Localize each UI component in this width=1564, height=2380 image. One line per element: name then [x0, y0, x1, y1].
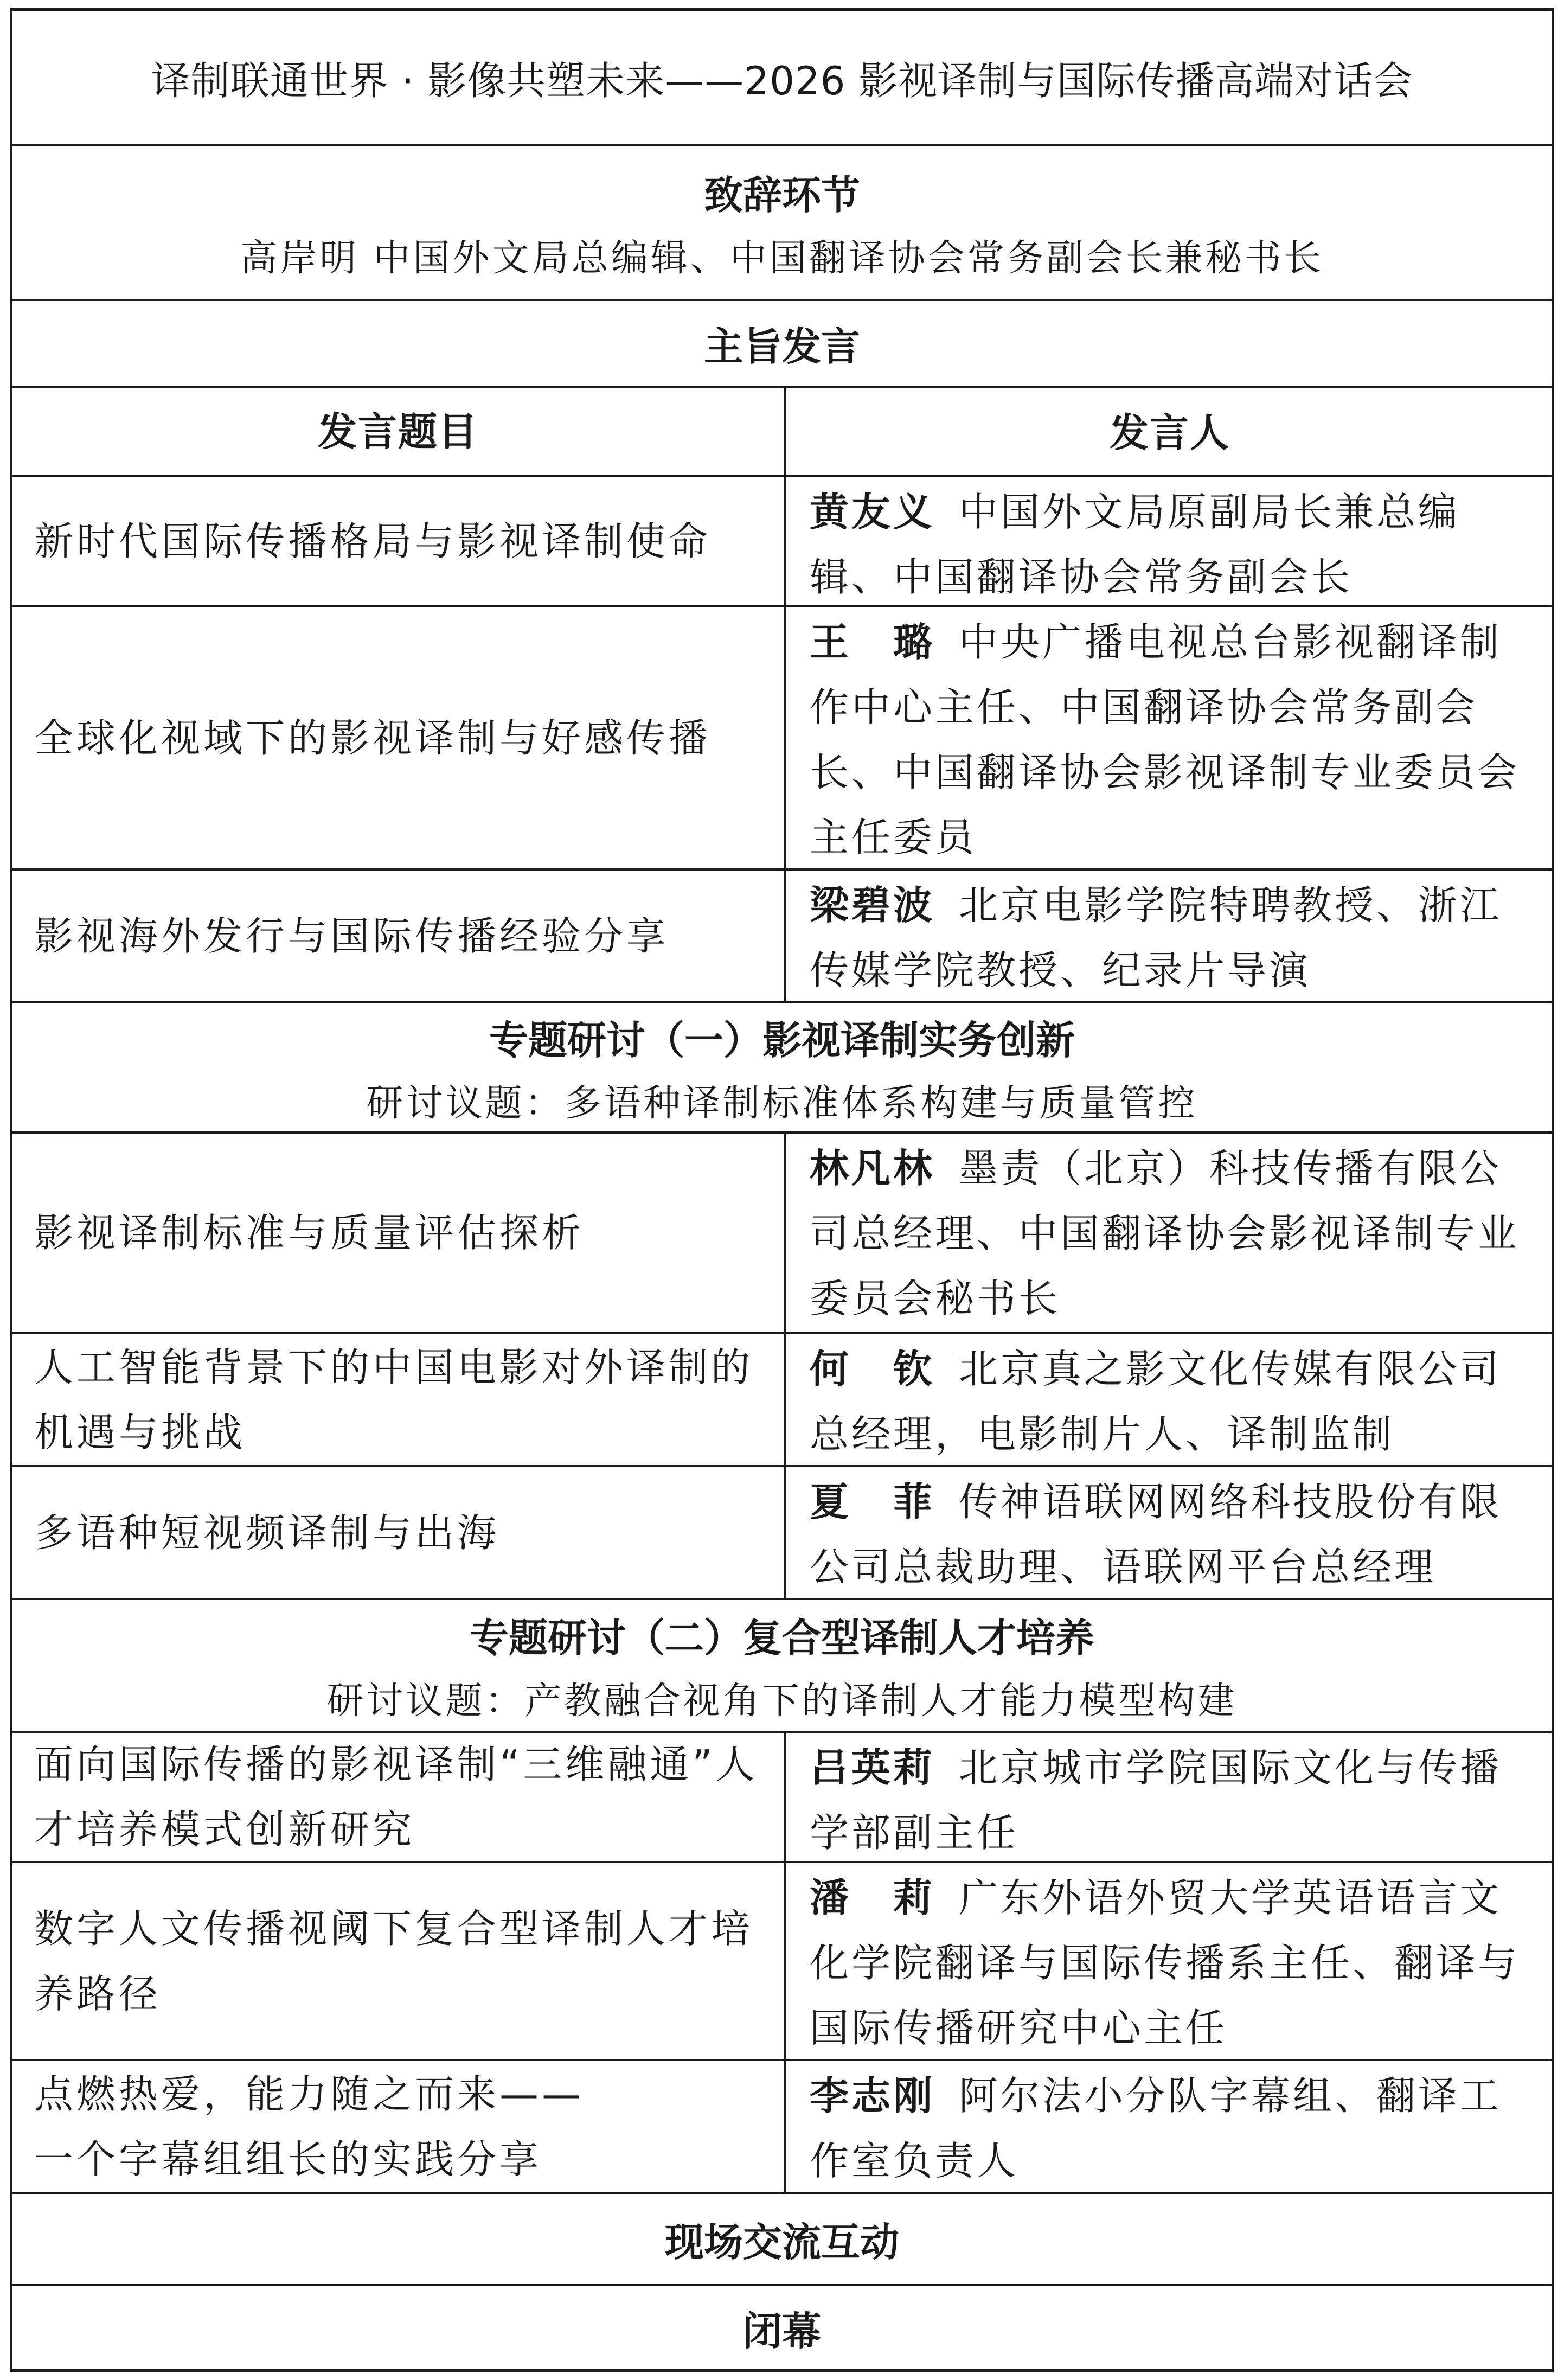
speaker-title: 传神语联网网络科技股份有限公司总裁助理、语联网平台总经理 [810, 1479, 1502, 1590]
speaker-cell [786, 1467, 1552, 1598]
title-row [12, 11, 1552, 146]
table-row [12, 871, 1552, 1003]
speaker-cell [786, 1334, 1552, 1465]
table-row [12, 1134, 1552, 1334]
table-row [12, 2061, 1552, 2194]
speaker-title: 中国外文局原副局长兼总编辑、中国翻译协会常务副会长 [810, 489, 1460, 600]
column-header-speaker: 发言人 [1109, 410, 1230, 456]
agenda-table [10, 8, 1554, 2372]
speaker-cell [786, 477, 1552, 605]
speaker-name: 吕英莉 [810, 1745, 935, 1790]
column-header-row [12, 388, 1552, 477]
topic-cell: 全球化视域下的影视译制与好感传播 [12, 607, 786, 868]
session2-subtitle: 研讨议题：产教融合视角下的译制人才能力模型构建 [326, 1680, 1238, 1723]
speaker-name: 李志刚 [810, 2073, 935, 2119]
topic-line: 一个字幕组组长的实践分享 [34, 2136, 542, 2182]
agenda-title: 译制联通世界 · 影像共塑未来——2026 影视译制与国际传播高端对话会 [151, 58, 1413, 104]
speaker-cell [786, 871, 1552, 1001]
table-row [12, 477, 1552, 607]
closing-heading: 闭幕 [742, 2308, 821, 2354]
speaker-title: 墨责（北京）科技传播有限公司总经理、中国翻译协会影视译制专业委员会秘书长 [810, 1146, 1520, 1321]
topic-cell: 人工智能背景下的中国电影对外译制的机遇与挑战 [12, 1334, 786, 1465]
topic-cell [12, 2061, 786, 2192]
keynote-heading-row [12, 301, 1552, 388]
exchange-heading: 现场交流互动 [664, 2219, 899, 2265]
topic-cell: 面向国际传播的影视译制“三维融通”人才培养模式创新研究 [12, 1733, 786, 1861]
speaker-name: 王 璐 [810, 619, 935, 665]
table-row [12, 1467, 1552, 1600]
keynote-heading: 主旨发言 [703, 324, 860, 369]
topic-cell: 影视海外发行与国际传播经验分享 [12, 871, 786, 1001]
column-header-topic: 发言题目 [12, 388, 786, 475]
opening-heading: 致辞环节 [703, 172, 860, 218]
topic-line: 点燃热爱，能力随之而来—— [34, 2071, 585, 2117]
session1-heading-row [12, 1003, 1552, 1134]
speaker-title: 阿尔法小分队字幕组、翻译工作室负责人 [810, 2073, 1502, 2184]
speaker-title: 广东外语外贸大学英语语言文化学院翻译与国际传播系主任、翻译与国际传播研究中心主任 [810, 1875, 1520, 2051]
speaker-name: 梁碧波 [810, 882, 935, 928]
speaker-title: 北京城市学院国际文化与传播学部副主任 [810, 1745, 1502, 1856]
session1-subtitle: 研讨议题：多语种译制标准体系构建与质量管控 [366, 1082, 1198, 1125]
session1-heading: 专题研讨（一）影视译制实务创新 [489, 1017, 1075, 1063]
speaker-name: 潘 莉 [810, 1875, 935, 1921]
speaker-name: 何 钦 [810, 1346, 935, 1392]
closing-row [12, 2286, 1552, 2369]
table-row [12, 1863, 1552, 2061]
exchange-row [12, 2194, 1552, 2286]
table-row [12, 607, 1552, 871]
speaker-title: 北京电影学院特聘教授、浙江传媒学院教授、纪录片导演 [810, 882, 1502, 993]
table-row [12, 1334, 1552, 1467]
speaker-cell [786, 607, 1552, 868]
speaker-cell [786, 1134, 1552, 1332]
speaker-title: 中央广播电视总台影视翻译制作中心主任、中国翻译协会常务副会长、中国翻译协会影视译制专业委员会主任委员 [810, 619, 1520, 860]
speaker-name: 夏 菲 [810, 1479, 935, 1525]
speaker-title: 北京真之影文化传媒有限公司总经理，电影制片人、译制监制 [810, 1346, 1502, 1457]
table-row [12, 1733, 1552, 1863]
speaker-name: 黄友义 [810, 489, 935, 535]
speaker-name: 林凡林 [810, 1146, 935, 1191]
topic-cell: 多语种短视频译制与出海 [12, 1467, 786, 1598]
opening-speaker: 高岸明 中国外文局总编辑、中国翻译协会常务副会长兼秘书长 [240, 237, 1324, 280]
session2-heading: 专题研讨（二）复合型译制人才培养 [469, 1615, 1094, 1661]
speaker-cell [786, 1733, 1552, 1861]
opening-section [12, 146, 1552, 301]
speaker-cell [786, 2061, 1552, 2192]
topic-cell: 新时代国际传播格局与影视译制使命 [12, 477, 786, 605]
topic-cell: 数字人文传播视阈下复合型译制人才培养路径 [12, 1863, 786, 2059]
topic-cell: 影视译制标准与质量评估探析 [12, 1134, 786, 1332]
speaker-cell [786, 1863, 1552, 2059]
session2-heading-row [12, 1600, 1552, 1733]
